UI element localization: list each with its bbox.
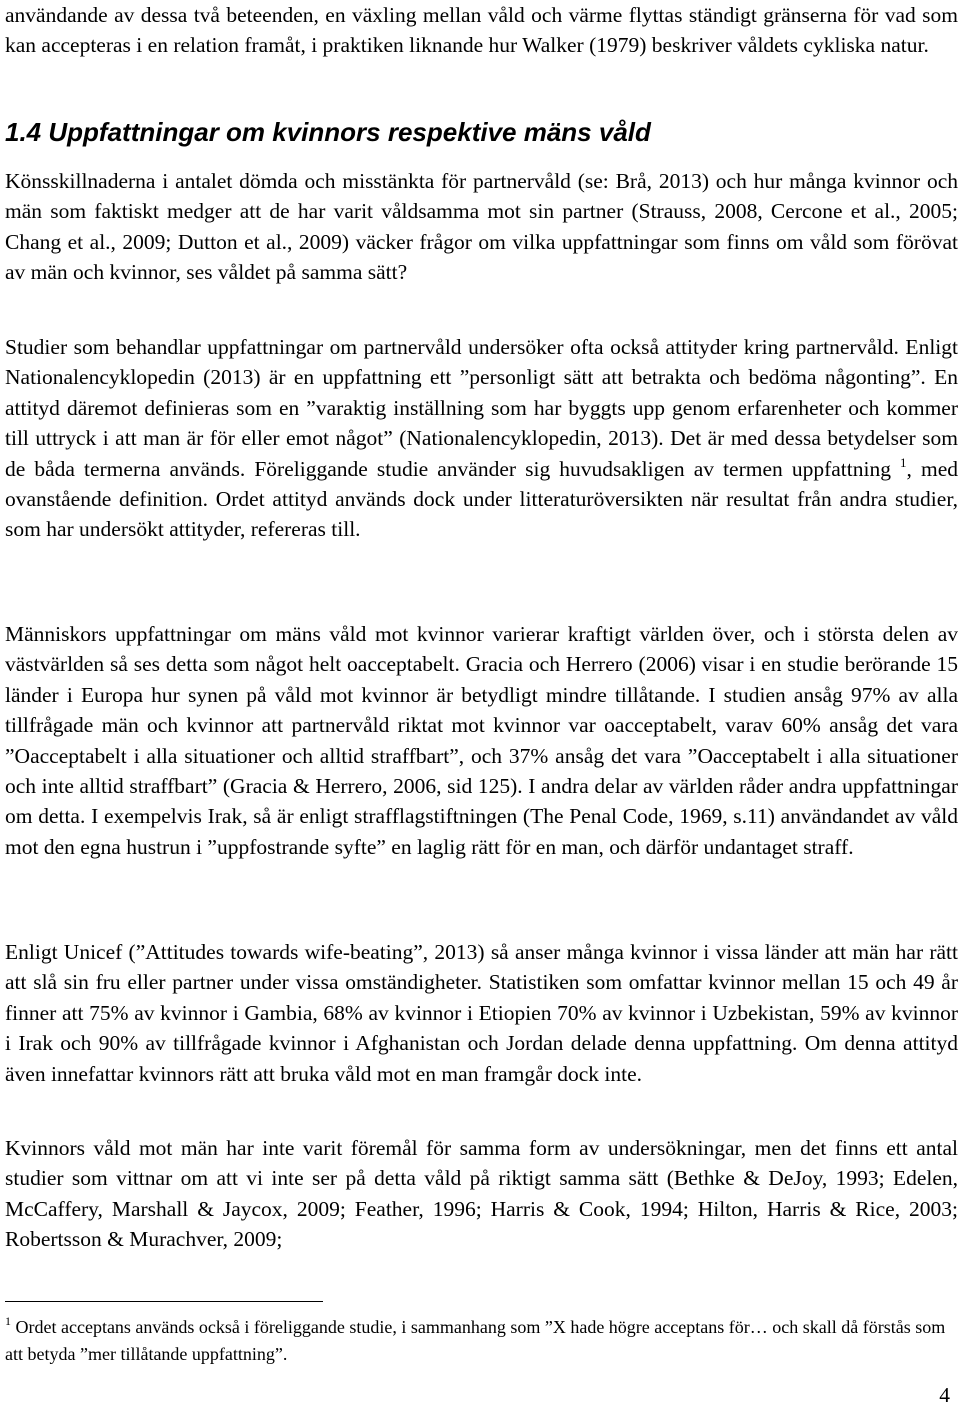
intro-paragraph: användande av dessa två beteenden, en växling mellan våld och värme flyttas ständigt gränserna för vad som kan accepteras i en relation framåt, i praktiken liknande hur Walker (1979) beskriver våldets cykliska natur. — [5, 3, 958, 58]
footnote-divider — [5, 1301, 323, 1302]
studies-text-continued: , med ovanstående definition. Ordet attityd används dock under litteraturöversikten när resultat från andra studier, som har undersökt attityder, refereras till. — [5, 456, 958, 542]
paragraph-gender-differences: Könsskillnaderna i antalet dömda och misstänkta för partnervåld (se: Brå, 2013) och hur många kvinnor och män som faktiskt medger att de har varit våldsamma mot sin partner (Strauss, 2008, Cercone et al., 2005; Chang et al., 2009; Dutton et al., 2009) väcker frågor om vilka uppfattningar som finns om våld som förövat av män och kvinnor, ses våldet på samma sätt? — [5, 169, 958, 285]
section-title: Uppfattningar om kvinnors respektive mäns våld — [48, 117, 651, 147]
paragraph-womens-violence: Kvinnors våld mot män har inte varit föremål för samma form av undersökningar, men det finns ett antal studier som vittnar om att vi inte ser på detta våld på riktigt samma sätt (Bethke & DeJoy, 1993; Edelen, McCaffery, Marshall & Jaycox, 2009; Feather, 1996; Harris & Cook, 1994; Hilton, Harris & Rice, 2003; Robertsson & Murachver, 2009; — [5, 1136, 958, 1252]
section-number: 1.4 — [5, 117, 42, 147]
paragraph-perceptions: Människors uppfattningar om mäns våld mot kvinnor varierar kraftigt världen över, och i största delen av västvärlden så ses detta som något helt oacceptabelt. Gracia och Herrero (2006) visar i en studie berörande 15 länder i Europa hur synen på våld mot kvinnor är betydligt mindre tillåtande. I studien ansåg 97% av alla tillfrågade män och kvinnor att partnervåld riktat mot kvinnor var oacceptabelt, varav 60% ansåg det vara ”Oacceptabelt i alla situationer och alltid straffbart”, och 37% ansåg det vara ”Oacceptabelt i alla situationer och inte alltid straffbart” (Gracia & Herrero, 2006, sid 125). I andra delar av världen råder andra uppfattningar om detta. I exempelvis Irak, så är enligt strafflagstiftningen (The Penal Code, 1969, s.11) användandet av våld mot den egna hustrun i ”uppfostrande syfte” en laglig rätt för en man, och därför undantaget straff. — [5, 622, 958, 859]
footnote-marker: 1 — [5, 1314, 11, 1328]
studies-text: Studier som behandlar uppfattningar om partnervåld undersöker ofta också attityder kring partnervåld. Enligt Nationalencyklopedin (2013) är en uppfattning ett ”personligt sätt att betrakta och bedöma någonting”. En attityd däremot definieras som en ”varaktig inställning som har byggts upp genom erfarenheter och kommer till uttryck i att man är för eller emot något” (Nationalencyklopedin, 2013). Det är med dessa betydelser som de båda termerna används. Föreliggande studie använder sig huvudsakligen av termen uppfattning — [5, 335, 958, 481]
paragraph-unicef: Enligt Unicef (”Attitudes towards wife-beating”, 2013) så anser många kvinnor i vissa länder att män har rätt att slå sin fru eller partner under vissa omständigheter. Statistiken som omfattar kvinnor mellan 15 och 49 år finner att 75% av kvinnor i Gambia, 68% av kvinnor i Etiopien 70% av kvinnor i Uzbekistan, 59% av kvinnor i Irak och 90% av tillfrågade kvinnor i Afghanistan och Jordan delade denna uppfattning. Om denna attityd även innefattar kvinnors rätt att bruka våld mot en man framgår dock inte. — [5, 940, 958, 1086]
footnote-text: Ordet acceptans används också i föreliggande studie, i sammanhang som ”X hade högre acceptans för… och skall då förstås som att betyda ”mer tillåtande uppfattning”. — [5, 1317, 946, 1364]
footnote-reference[interactable]: 1 — [900, 454, 907, 470]
page-number: 4 — [939, 1383, 950, 1407]
section-heading — [5, 115, 651, 149]
paragraph-studies — [5, 332, 958, 545]
footnote — [5, 1314, 955, 1368]
